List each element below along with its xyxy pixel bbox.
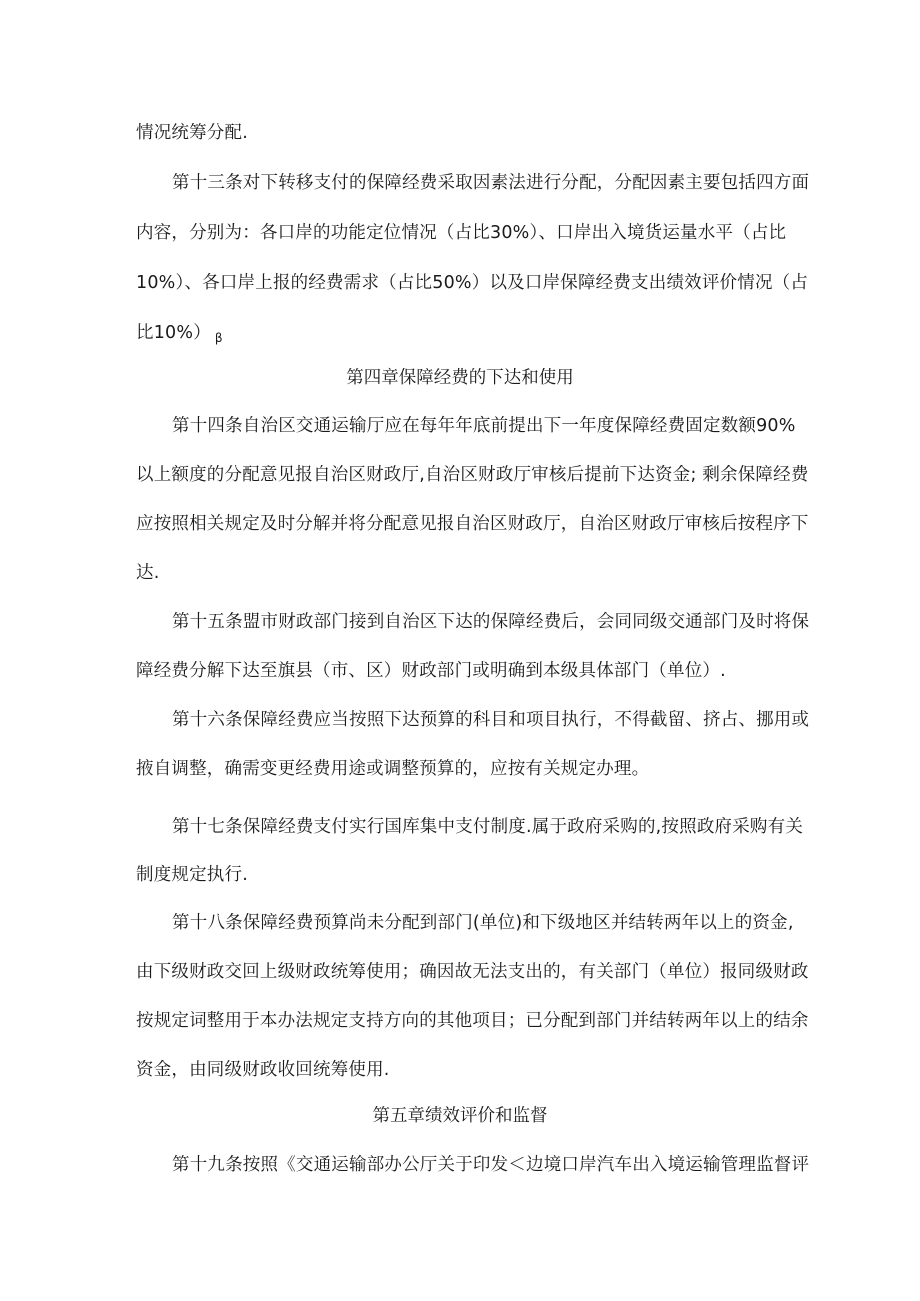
article-17-line-1: 第十七条保障经费支付实行国库集中支付制度.属于政府采购的,按照政府采购有关 <box>172 817 804 837</box>
article-18-line-1: 第十八条保障经费预算尚未分配到部门(单位)和下级地区并结转两年以上的资金, <box>172 913 794 933</box>
article-14-line-1: 第十四条自治区交通运输厅应在每年年底前提出下一年度保障经费固定数额90% <box>172 416 796 436</box>
article-16-line-1: 第十六条保障经费应当按照下达预算的科目和项目执行，不得截留、挤占、挪用或 <box>172 710 810 730</box>
article-18-line-2: 由下级财政交回上级财政统筹使用；确因故无法支出的，有关部门（单位）报同级财政 <box>136 962 809 982</box>
article-13-line-3: 10%）、各口岸上报的经费需求（占比50%）以及口岸保障经费支出绩效评价情况（占 <box>136 273 809 293</box>
article-18-line-3: 按规定词整用于本办法规定支持方向的其他项目；已分配到部门并结转两年以上的结余 <box>136 1011 809 1031</box>
article-13-line-4 <box>136 321 784 350</box>
article-17-line-2: 制度规定执行. <box>136 865 248 885</box>
article-19-line-1: 第十九条按照《交通运输部办公厅关于印发＜边境口岸汽车出入境运输管理监督评 <box>172 1155 810 1175</box>
article-13-line-1: 第十三条对下转移支付的保障经费采取因素法进行分配，分配因素主要包括四方面 <box>172 173 810 193</box>
chapter-4-title: 第四章保障经费的下达和使用 <box>346 368 574 388</box>
article-14-line-2: 以上额度的分配意见报自治区财政厅,自治区财政厅审核后提前下达资金; 剩余保障经费 <box>136 465 809 485</box>
article-13-line-4-text: 比10%） <box>136 323 211 343</box>
article-18-line-4: 资金，由同级财政收回统筹使用. <box>136 1060 390 1080</box>
article-14-line-3: 应按照相关规定及时分解并将分配意见报自治区财政厅，自治区财政厅审核后按程序下 <box>136 514 809 534</box>
article-16-line-2: 掖自调整，确需变更经费用途或调整预算的，应按有关规定办理。 <box>136 759 650 779</box>
article-12-tail: 情况统筹分配. <box>136 123 248 143</box>
article-15-line-1: 第十五条盟市财政部门接到自治区下达的保障经费后，会同同级交通部门及时将保 <box>172 612 810 632</box>
article-13-mark: β <box>214 331 223 345</box>
chapter-5-title: 第五章绩效评价和监督 <box>372 1106 548 1126</box>
article-14-line-4: 达. <box>136 563 160 583</box>
article-15-line-2: 障经费分解下达至旗县（市、区）财政部门或明确到本级具体部门（单位）. <box>136 661 726 681</box>
article-13-line-2: 内容，分别为：各口岸的功能定位情况（占比30%）、口岸出入境货运量水平（占比 <box>136 223 787 243</box>
